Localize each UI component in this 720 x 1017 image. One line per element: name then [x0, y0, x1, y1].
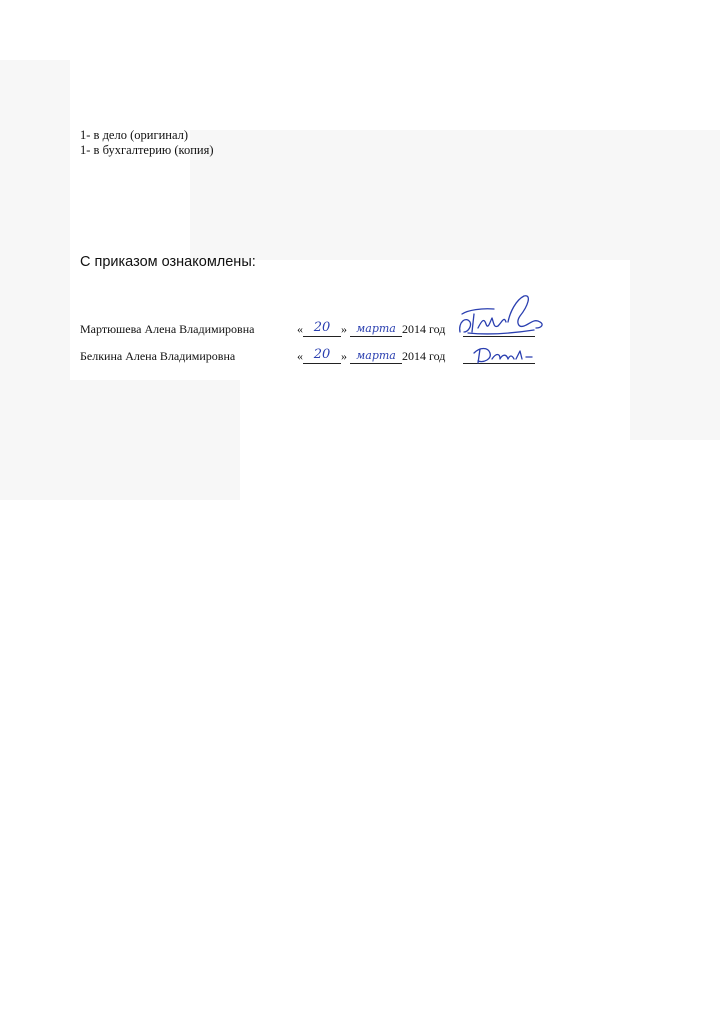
- open-quote: «: [297, 349, 303, 363]
- distribution-list: [80, 128, 214, 158]
- month-blank: [350, 349, 402, 364]
- year-text: 2014 год: [402, 349, 446, 363]
- close-quote: »: [341, 322, 347, 336]
- signing-date: [297, 349, 445, 364]
- distribution-item: 1- в дело (оригинал): [80, 128, 189, 142]
- close-quote: »: [341, 349, 347, 363]
- signature-1-icon: [448, 292, 558, 340]
- scan-background: [630, 260, 720, 440]
- scan-background: [0, 380, 240, 500]
- day-blank: [303, 322, 341, 337]
- signature-2-icon: [470, 343, 536, 367]
- handwritten-day: 20: [313, 347, 331, 362]
- distribution-item: 1- в бухгалтерию (копия): [80, 143, 214, 157]
- employee-name: Мартюшева Алена Владимировна: [80, 322, 255, 336]
- handwritten-day: 20: [313, 320, 331, 335]
- year-text: 2014 год: [402, 322, 446, 336]
- acknowledgement-title: С приказом ознакомлены:: [80, 254, 256, 270]
- employee-name: Белкина Алена Владимировна: [80, 349, 236, 363]
- day-blank: [303, 349, 341, 364]
- signing-date: [297, 322, 445, 337]
- month-blank: [350, 322, 402, 337]
- open-quote: «: [297, 322, 303, 336]
- scan-background: [190, 130, 720, 260]
- handwritten-month: марта: [356, 349, 396, 362]
- handwritten-month: марта: [356, 322, 396, 335]
